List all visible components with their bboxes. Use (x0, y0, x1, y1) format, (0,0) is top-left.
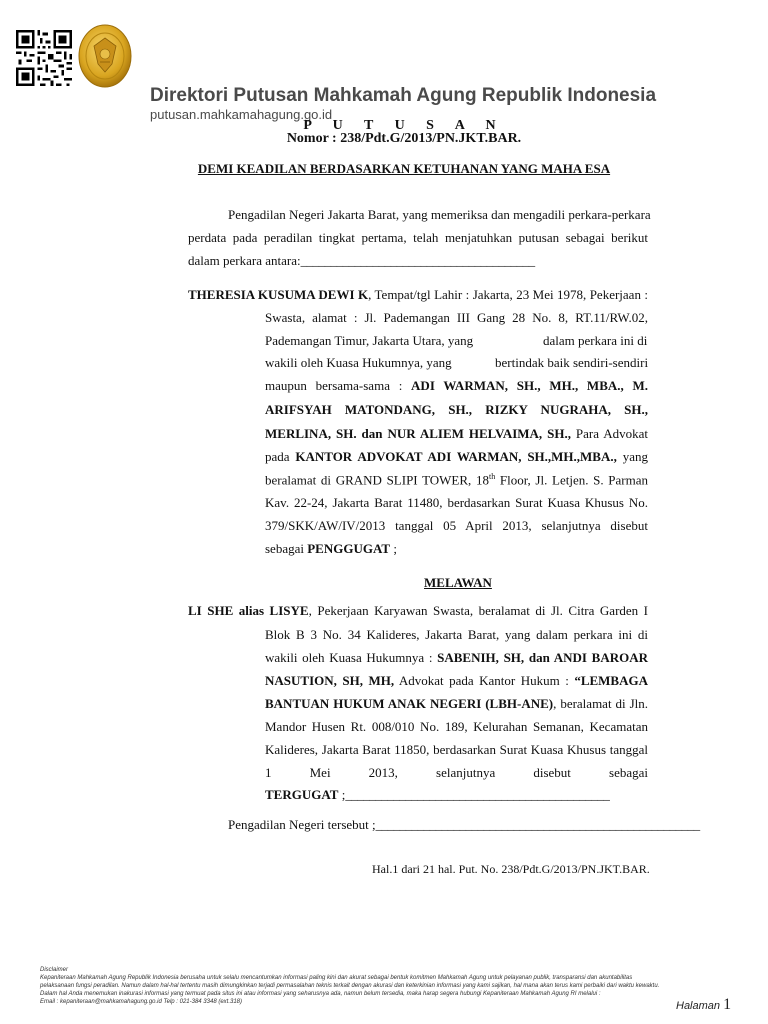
penggugat-line-3a: Pademangan Timur, Jakarta Utara, yang (265, 333, 474, 348)
melawan-heading: MELAWAN (424, 575, 492, 590)
closing-line: Pengadilan Negeri tersebut ;______________________________________________________ (228, 817, 700, 832)
tergugat-line-2: Blok B 3 No. 34 Kalideres, Jakarta Barat, yang dalam perkara ini di (265, 627, 648, 642)
document-heading: P U T U S A N (303, 118, 505, 133)
penggugat-line-5: maupun bersama-sama : ADI WARMAN, SH., MH., MBA., M. (265, 378, 649, 393)
penggugat-line-6: ARIFSYAH MATONDANG, SH., RIZKY NUGRAHA, SH., (265, 402, 648, 417)
page-indicator: Halaman 1 (676, 996, 732, 1013)
tergugat-line-5: BANTUAN HUKUM ANAK NEGERI (LBH-ANE), beralamat di Jln. (265, 696, 648, 711)
tergugat-line-4: NASUTION, SH, MH, Advokat pada Kantor Hukum : “LEMBAGA (265, 673, 648, 688)
penggugat-name: THERESIA KUSUMA DEWI K (188, 287, 369, 302)
tergugat-line-3: wakili oleh Kuasa Hukumnya : SABENIH, SH, dan ANDI BAROAR (265, 650, 648, 665)
disclaimer-line: Kepaniteraan Mahkamah Agung Republik Indonesia berusaha untuk selalu mencantumkan informasi paling kini dan akurat sebagai bentuk komitmen Mahkamah Agung untuk pelayanan publik, transparansi dan akuntabilitas (40, 975, 633, 981)
site-url[interactable]: putusan.mahkamahagung.go.id (150, 107, 333, 122)
tergugat-line-8: 1 Mei 2013, selanjutnya disebut sebagai (265, 765, 648, 780)
tergugat-line-6: Mandor Husen Rt. 008/010 No. 189, Kelurahan Semanan, Kecamatan (265, 719, 648, 734)
disclaimer (40, 966, 690, 1006)
intro-line-2: perdata pada peradilan tingkat pertama, telah menjatuhkan putusan sebagai berikut (188, 230, 648, 245)
penggugat-line-9: beralamat di GRAND SLIPI TOWER, 18th Floor, Jl. Letjen. S. Parman (265, 472, 648, 488)
intro-line-3: dalam perkara antara:_______________________________________ (188, 253, 535, 268)
penggugat-line-4a: wakili oleh Kuasa Hukumnya, yang (265, 355, 452, 370)
page-number: 1 (723, 996, 732, 1013)
penggugat-line-8: pada KANTOR ADVOKAT ADI WARMAN, SH.,MH.,MBA., yang (265, 449, 648, 464)
intro-line-1: Pengadilan Negeri Jakarta Barat, yang memeriksa dan mengadili perkara-perkara (228, 207, 651, 222)
disclaimer-title: Disclaimer (40, 967, 69, 973)
penggugat-line-12: sebagai PENGGUGAT ; (265, 541, 397, 556)
tergugat-line-1: LI SHE alias LISYE, Pekerjaan Karyawan Swasta, beralamat di Jl. Citra Garden I (188, 603, 649, 618)
disclaimer-line: pelaksanaan fungsi peradilan. Namun dalam hal-hal tertentu masih dimungkinkan terjadi permasalahan teknis terkait dengan akurasi dan keterkinian informasi yang kami sajikan, hal mana akan terus kami perbaiki dari waktu kewaktu. (40, 983, 660, 989)
penggugat-line-3b: dalam perkara ini di (543, 333, 648, 348)
penggugat-line-4b: bertindak baik sendiri-sendiri (495, 355, 649, 370)
disclaimer-line: Dalam hal Anda menemukan inakurasi informasi yang termuat pada situs ini atau informasi yang seharusnya ada, namun belum tersedia, maka harap segera hubungi Kepaniteraan Mahkamah Agung RI melalui : (40, 991, 601, 997)
penggugat-line-10: Kav. 22-24, Jakarta Barat 11480, berdasarkan Surat Kuasa Khusus No. (265, 495, 648, 510)
invocation: DEMI KEADILAN BERDASARKAN KETUHANAN YANG MAHA ESA (197, 161, 611, 176)
disclaimer-contact[interactable]: Email : kepaniteraan@mahkamahagung.go.id Telp : 021-384 3348 (ext.318) (40, 999, 242, 1005)
tergugat-name: LI SHE alias LISYE (188, 603, 309, 618)
page-reference: Hal.1 dari 21 hal. Put. No. 238/Pdt.G/2013/PN.JKT.BAR. (372, 862, 650, 876)
qr-code-icon (16, 30, 72, 86)
site-title: Direktori Putusan Mahkamah Agung Republik Indonesia (150, 85, 657, 106)
penggugat-line-2: Swasta, alamat : Jl. Pademangan III Gang 28 No. 8, RT.11/RW.02, (265, 310, 648, 325)
tergugat-line-7: Kalideres, Jakarta Barat 11850, berdasarkan Surat Kuasa Khusus tanggal (265, 742, 648, 757)
penggugat-line-11: 379/SKK/AW/IV/2013 tanggal 05 April 2013, selanjutnya disebut (265, 518, 648, 533)
penggugat-line-1: THERESIA KUSUMA DEWI K, Tempat/tgl Lahir : Jakarta, 23 Mei 1978, Pekerjaan : (188, 287, 648, 302)
tergugat-line-9: TERGUGAT ;____________________________________________ (265, 787, 610, 802)
supreme-court-seal-icon (78, 24, 132, 88)
penggugat-line-7: MERLINA, SH. dan NUR ALIEM HELVAIMA, SH., Para Advokat (265, 426, 648, 441)
case-number: Nomor : 238/Pdt.G/2013/PN.JKT.BAR. (286, 131, 522, 146)
